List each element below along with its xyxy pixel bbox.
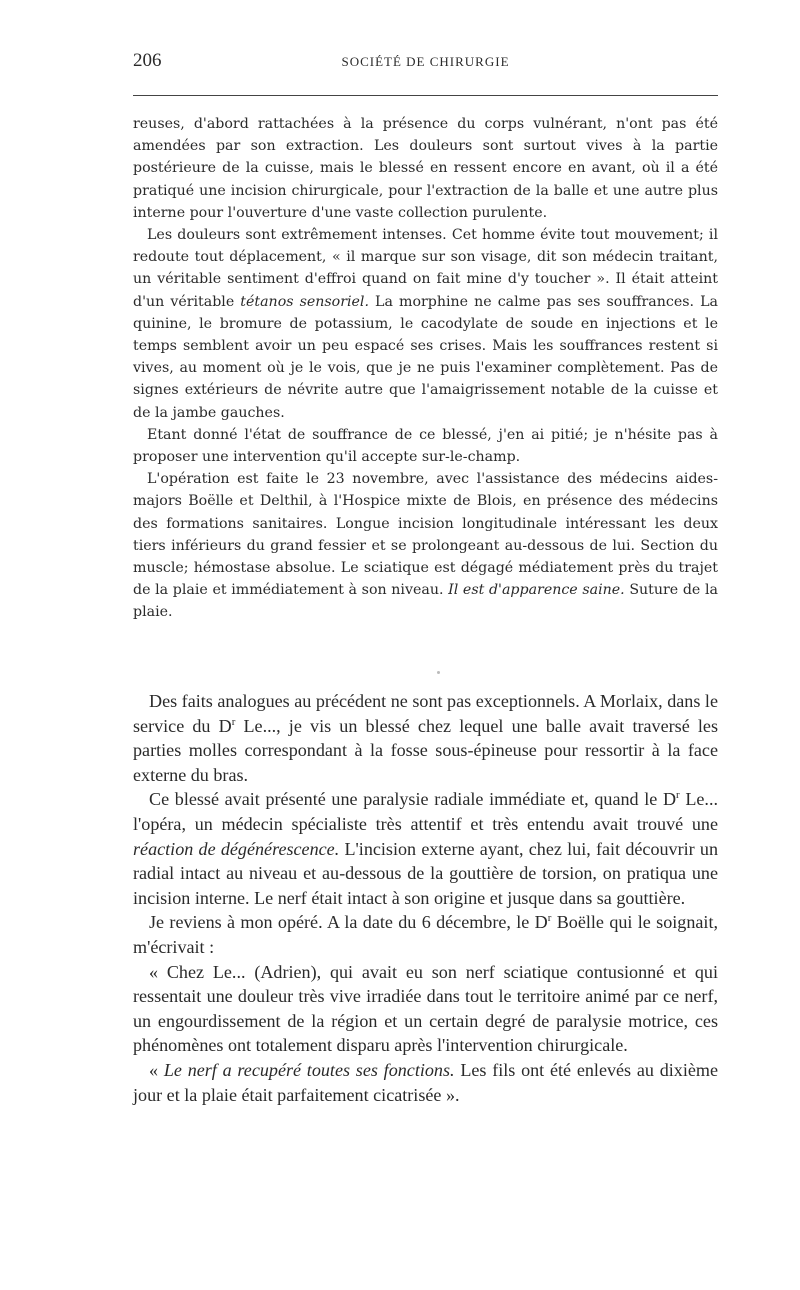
paragraph-follow-up: Je reviens à mon opéré. A la date du 6 décembre, le $D^r$ Boëlle qui le soignait, m'écrivait : xyxy=(133,912,719,957)
paragraph-quote-2: « Le nerf a recupéré toutes ses fonctions. Les fils ont été enlevés au dixième jour et la plaie était parfaitement cicatrisée ». xyxy=(133,1059,718,1105)
case-report-block xyxy=(133,113,718,624)
discussion-block xyxy=(133,689,718,1107)
italic-term: réaction de dégénérescence. xyxy=(133,838,340,859)
italic-term: Il est d'apparence saine. xyxy=(448,582,625,599)
paragraph-pain-description: Les douleurs sont extrêmement intenses. Cet homme évite tout mouvement; il redoute tout déplacement, « il marque sur son visage, dit son médecin traitant, un véritable sentiment d'effroi quand on fait mine d'y toucher ». Il était atteint d'un véritable tétanos sensoriel. La morphine ne calme pas ses souffrances. La quinine, le bromure de potassium, le cacodylate de soude en injections et le temps semblent avoir un peu espacé ses crises. Mais les souffrances restent si vives, au moment où je le vois, que je ne puis l'examiner complètement. Pas de signes extérieurs de névrite autre que l'amaigrissement notable de la cuisse et de la jambe gauches. xyxy=(133,227,718,421)
paragraph-decision: Etant donné l'état de souffrance de ce blessé, j'en ai pitié; je n'hésite pas à proposer une intervention qu'il accepte sur-le-champ. xyxy=(133,426,718,466)
paragraph-analogous-cases: Des faits analogues au précédent ne sont pas exceptionnels. A Morlaix, dans le service du $D^r$ Le..., je vis un blessé chez lequel une balle avait traversé les parties molles correspondant à la fosse sous-épineuse pour ressortir à la face externe du bras. xyxy=(133,691,718,785)
italic-term: tétanos sensoriel. xyxy=(240,293,369,310)
paragraph-quote-1: « Chez Le... (Adrien), qui avait eu son nerf sciatique contusionné et qui ressentait une douleur très vive irradiée dans tout le territoire animé par ce nerf, un engourdissement de la région et un certain degré de paralysie motrice, ces phénomènes ont totalement disparu après l'intervention chirurgicale. xyxy=(133,961,718,1056)
print-speck xyxy=(437,671,440,674)
italic-quote: Le nerf a recupéré toutes ses fonctions. xyxy=(163,1059,455,1080)
paragraph-operation: L'opération est faite le 23 novembre, avec l'assistance des médecins aides-majors Boëlle et Delthil, à l'Hospice mixte de Blois, en présence des médecins des formations sanitaires. Longue incision longitudinale intéressant les deux tiers inférieurs du grand fessier et se prolongeant au-dessous de lui. Section du muscle; hémostase absolue. Le sciatique est dégagé médiatement près du trajet de la plaie et immédiatement à son niveau. Il est d'apparence saine. Suture de la plaie. xyxy=(133,471,718,621)
paragraph-radial-paralysis: Ce blessé avait présenté une paralysie radiale immédiate et, quand le $D^r$ Le... l'opéra, un médecin spécialiste très attentif et très entendu avait trouvé une réaction de dégénérescence. L'incision externe ayant, chez lui, fait découvrir un radial intact au niveau et au-dessous de la gouttière de torsion, on pratiqua une incision interne. Le nerf était intact à son origine et jusque dans sa gouttière. xyxy=(133,789,718,908)
running-title: SOCIÉTÉ DE CHIRURGIE xyxy=(341,54,510,69)
paragraph-continuation: reuses, d'abord rattachées à la présence du corps vulnérant, n'ont pas été amendées par son extraction. Les douleurs sont surtout vives à la partie postérieure de la cuisse, mais le blessé en ressent encore en avant, où il a été pratiqué une incision chirurgicale, pour l'extraction de la balle et une autre plus interne pour l'ouverture d'une vaste collection purulente. xyxy=(133,116,718,221)
header-rule xyxy=(133,95,718,96)
page-number: 206 xyxy=(133,50,162,71)
page-header xyxy=(133,50,718,80)
